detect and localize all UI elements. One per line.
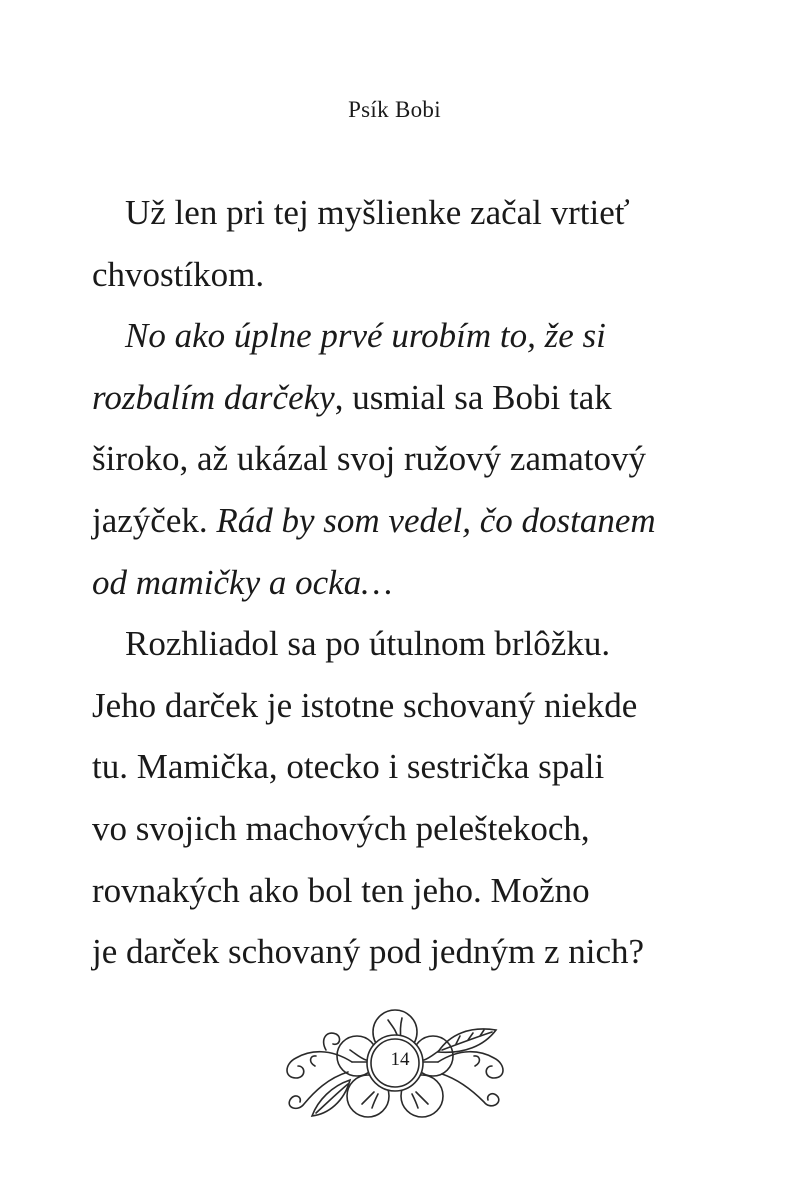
- text-line-italic: [92, 305, 732, 367]
- text-line: [92, 798, 732, 860]
- text-span: Jeho darček je istotne schovaný niekde: [92, 685, 638, 725]
- text-line: [92, 921, 732, 983]
- body-text: [92, 182, 732, 983]
- running-head: Psík Bobi: [348, 97, 441, 122]
- text-line: [92, 736, 732, 798]
- text-span-italic: Rád by som vedel, čo dostanem: [216, 500, 656, 540]
- text-span: rovnakých ako bol ten jeho. Možno: [92, 870, 590, 910]
- text-span: chvostíkom.: [92, 254, 265, 294]
- text-span: Už len pri tej myšlienke začal vrtieť: [125, 193, 630, 232]
- page-number: 14: [390, 1049, 410, 1070]
- text-span: No ako úplne prvé urobím to, že si: [125, 316, 606, 356]
- text-span: široko, až ukázal svoj ružový zamatový: [92, 439, 646, 479]
- text-span: jazýček.: [92, 500, 217, 540]
- text-line: [92, 860, 732, 922]
- text-line: [92, 244, 732, 306]
- text-span: tu. Mamička, otecko i sestrička spali: [92, 747, 605, 787]
- text-line-italic: [92, 552, 732, 614]
- text-line: [92, 613, 732, 675]
- text-line: [92, 367, 732, 429]
- text-line: [92, 675, 732, 737]
- text-span: , usmial sa Bobi tak: [334, 377, 612, 417]
- text-line: [92, 182, 732, 244]
- text-line: [92, 428, 732, 490]
- text-span: je darček schovaný pod jedným z nich?: [92, 932, 645, 972]
- text-span-italic: rozbalím darčeky: [92, 377, 335, 417]
- text-line: [92, 490, 732, 552]
- text-span: vo svojich machových peleštekoch,: [92, 808, 590, 848]
- text-span: Rozhliadol sa po útulnom brlôžku.: [125, 624, 611, 664]
- text-span: od mamičky a ocka…: [92, 562, 393, 602]
